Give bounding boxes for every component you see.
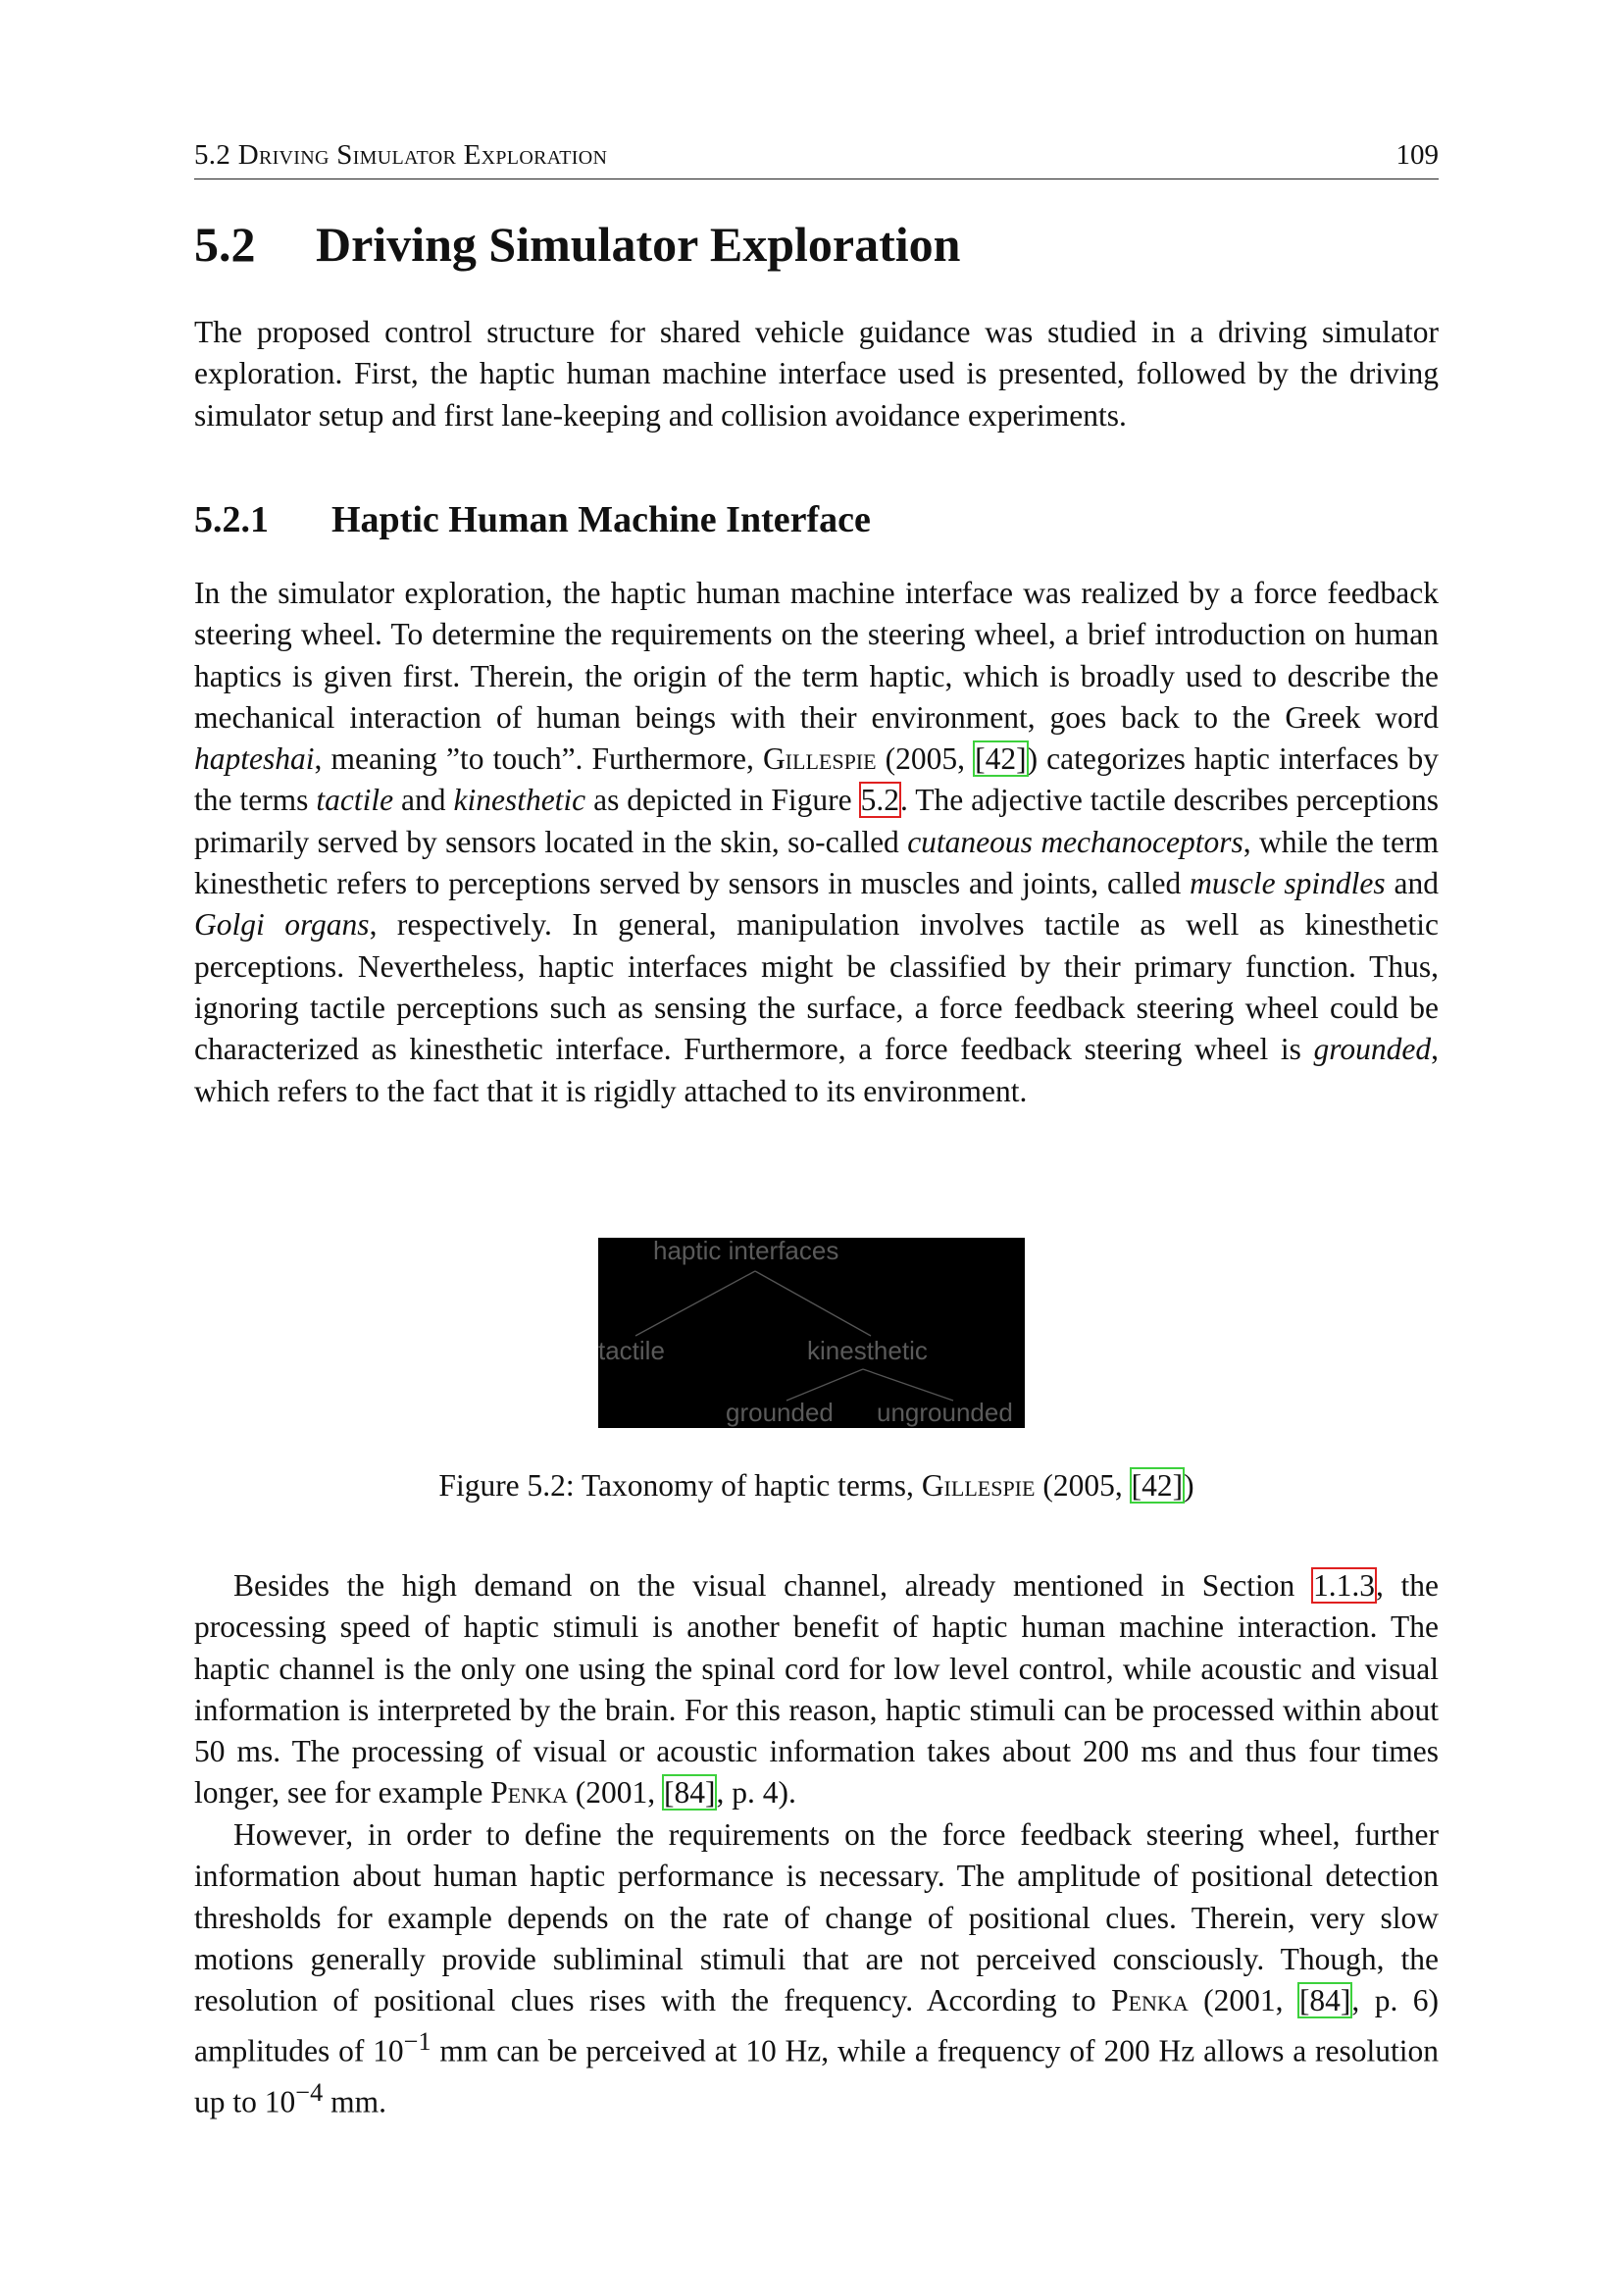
citation-link-84[interactable]: [84]: [663, 1775, 716, 1811]
citation-link-42[interactable]: [42]: [975, 741, 1027, 777]
section-intro-paragraph: The proposed control structure for shared vehicle guidance was studied in a driving simulator exploration. First, the haptic human machine interface used is presented, followed by the driving simulator setup and first lane-keeping and collision avoidance experiments.: [194, 315, 1439, 433]
author-gillespie: Gillespie: [762, 741, 877, 777]
subsection-title: Haptic Human Machine Interface: [331, 499, 871, 540]
subsection-heading: [194, 498, 871, 541]
author-penka: Penka: [490, 1775, 568, 1811]
section-number: 5.2: [194, 217, 256, 272]
figure-caption: Figure 5.2: Taxonomy of haptic terms, Gillespie (2005, [42]): [438, 1468, 1194, 1503]
section-heading: [194, 216, 960, 273]
paragraph-processing-speed: Besides the high demand on the visual channel, already mentioned in Section 1.1.3, the processing speed of haptic stimuli is another benefit of haptic human machine interaction. The haptic channel is the only one using the spinal cord for low level control, while acoustic and visual information is interpreted by the brain. For this reason, haptic stimuli can be processed within about 50 ms. The processing of visual or acoustic information takes about 200 ms and thus four times longer, see for example Penka (2001, [84], p. 4).: [194, 1568, 1439, 1811]
node-tactile: tactile: [598, 1336, 665, 1365]
emph-hapteshai: hapteshai: [194, 741, 315, 777]
node-ungrounded: ungrounded: [877, 1398, 1013, 1427]
node-kinesthetic: kinesthetic: [807, 1336, 928, 1365]
paragraph-haptic-performance: However, in order to define the requirements on the force feedback steering wheel, further information about human haptic performance is necessary. The amplitude of positional detection thresholds for example depends on the rate of change of positional clues. Therein, very slow motions generally provide subliminal stimuli that are not perceived consciously. Though, the resolution of positional clues rises with the frequency. According to Penka (2001, [84], p. 6) amplitudes of $10^{-1}$ mm can be perceived at 10 Hz, while a frequency of 200 Hz allows a resolution up to $10^{-4}$ mm.: [194, 1817, 1440, 2119]
node-grounded: grounded: [726, 1398, 834, 1427]
citation-link-84-second[interactable]: [84]: [1298, 1983, 1351, 2018]
subsection-number: 5.2.1: [194, 499, 269, 540]
figure-link-5-2[interactable]: 5.2: [860, 783, 899, 818]
caption-citation-link-42[interactable]: [42]: [1131, 1468, 1184, 1503]
node-haptic-interfaces: haptic interfaces: [653, 1236, 839, 1265]
taxonomy-figure: [598, 1238, 1025, 1428]
section-link-1-1-3[interactable]: 1.1.3: [1312, 1568, 1375, 1603]
section-title: Driving Simulator Exploration: [316, 217, 961, 272]
running-title: 5.2 Driving Simulator Exploration: [194, 139, 608, 171]
paragraph-haptics: In the simulator exploration, the haptic human machine interface was realized by a force feedback steering wheel. To determine the requirements on the steering wheel, a brief introduction on human haptics is given first. Therein, the origin of the term haptic, which is broadly used to describe the mechanical interaction of human beings with their environment, goes back to the Greek word hapteshai, meaning ”to touch”. Furthermore, Gillespie (2005, [42]) categorizes haptic interfaces by the terms tactile and kinesthetic as depicted in Figure 5.2. The adjective tactile describes perceptions primarily served by sensors located in the skin, so-called cutaneous mechanoceptors, while the term kinesthetic refers to perceptions served by sensors in muscles and joints, called muscle spindles and Golgi organs, respectively. In general, manipulation involves tactile as well as kinesthetic perceptions. Nevertheless, haptic interfaces might be classified by their primary function. Thus, ignoring tactile perceptions such as sensing the surface, a force feedback steering wheel could be characterized as kinesthetic interface. Furthermore, a force feedback steering wheel is grounded, which refers to the fact that it is rigidly attached to its environment.: [194, 576, 1440, 1108]
running-header: [194, 135, 1439, 179]
page-number: 109: [1395, 139, 1439, 171]
